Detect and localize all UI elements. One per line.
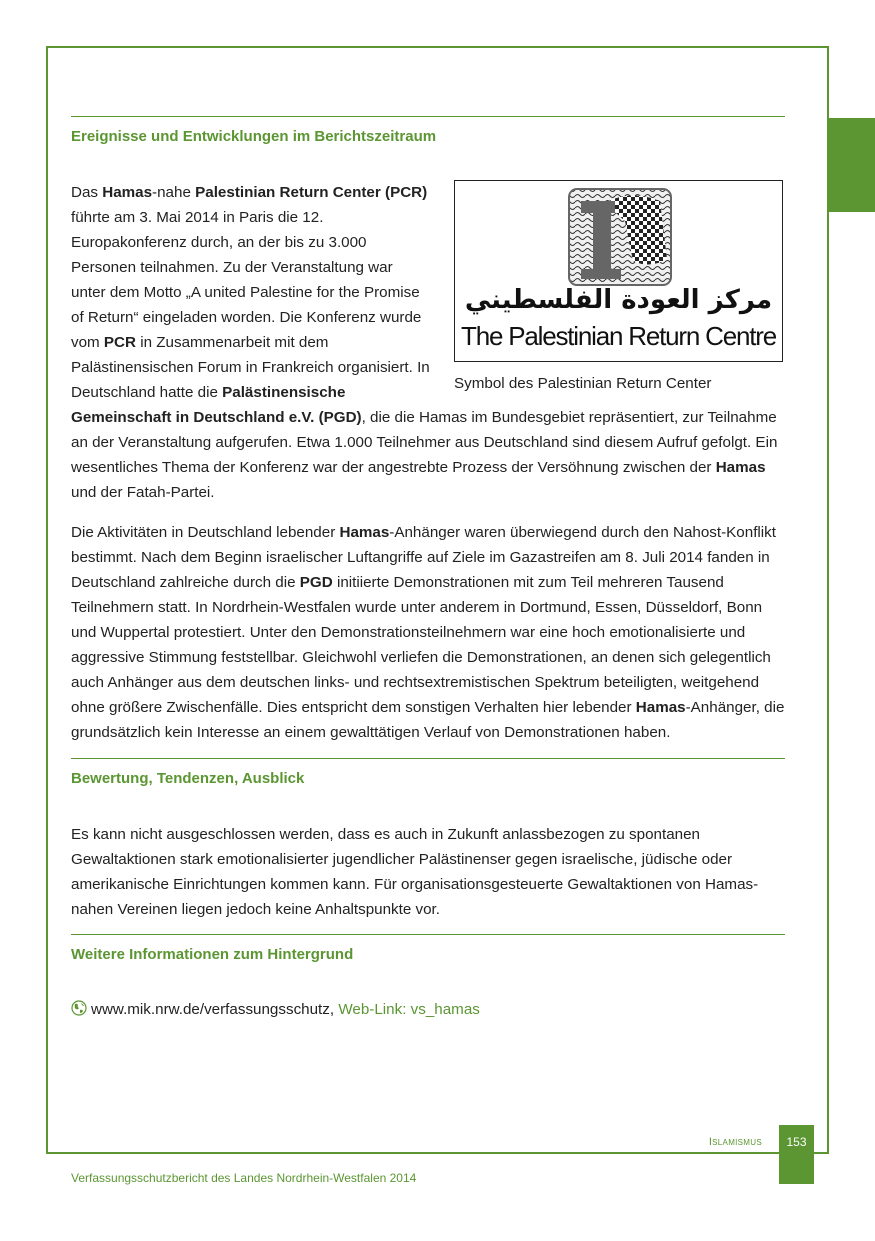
prc-logo [454,180,783,362]
link-separator: , [329,1001,339,1018]
chapter-side-tab [829,118,875,212]
figure-caption: Symbol des Palestinian Return Center [454,375,712,392]
section-events-body [71,180,785,505]
globe-icon [71,1000,87,1016]
footer-report-title: Verfassungsschutzbericht des Landes Nordrhein-Westfalen 2014 [71,1171,417,1185]
logo-figure [454,180,785,394]
web-link-vs-hamas[interactable]: Web-Link: vs_hamas [338,1001,480,1018]
logo-english-text: The Palestinian Return Centre [461,321,776,351]
section-rule [71,116,785,117]
further-info-links [71,998,785,1022]
section-title-assessment: Bewertung, Tendenzen, Ausblick [71,770,305,787]
section-title-further-info: Weitere Informationen zum Hintergrund [71,946,354,963]
footer-chapter-label: Islamismus [708,1136,762,1148]
website-link[interactable]: www.mik.nrw.de/verfassungsschutz [91,1001,330,1018]
prc-emblem-icon [455,181,784,301]
logo-arabic-text: مركز العودة الفلسطيني [464,285,773,315]
page-number: 153 [779,1125,814,1184]
section-rule [71,758,785,759]
main-content [71,116,785,1022]
paragraph-demonstrations: Die Aktivitäten in Deutschland lebender Hamas-Anhänger waren überwiegend durch den Nahost-Konflikt bestimmt. Nach dem Beginn israelischer Luftangriffe auf Ziele im Gazastreifen am 8. Juli 2014 fanden in Deutschland zahlreiche durch die PGD initiierte Demonstrationen mit zum Teil mehreren Tausend Teilnehmern statt. In Nordrhein-Westfalen wurde unter anderem in Dortmund, Essen, Düsseldorf, Bonn und Wuppertal protestiert. Unter den Demonstrationsteilnehmern war eine hoch emotionalisierte und aggressive Stimmung feststellbar. Gleichwohl verliefen die Demonstrationen, an denen sich gelegentlich auch Anhänger aus dem deutschen links- und rechtsextremistischen Spektrum beteiligten, weitgehend ohne größere Zwischenfälle. Dies entspricht dem sonstigen Verhalten hier lebender Hamas-Anhänger, die grundsätzlich kein Interesse an einem gewalttätigen Verlauf von Demonstrationen haben. [71,524,785,741]
section-rule [71,934,785,935]
paragraph-pcr-conference: Das Hamas-nahe Palestinian Return Center (PCR) führte am 3. Mai 2014 in Paris die 12. Europakonferenz durch, an der bis zu 3.000 Personen teilnahmen. Zu der Veranstaltung war unter dem Motto „A united Palestine for the Promise of Return“ eingeladen worden. Die Konferenz wurde vom PCR in Zusammenarbeit mit dem Palästinensischen Forum in Frankreich organisiert. In Deutschland hatte die Palästinensische Gemeinschaft in Deutschland e.V. (PGD), die die Hamas im Bundesgebiet repräsentiert, zur Teilnahme an der Veranstaltung aufgerufen. Etwa 1.000 Teilnehmer aus Deutschland sind diesem Aufruf gefolgt. Ein wesentliches Thema der Konferenz war der angestrebte Prozess der Versöhnung zwischen der Hamas und der Fatah-Partei. [71,184,778,501]
paragraph-assessment: Es kann nicht ausgeschlossen werden, dass es auch in Zukunft anlassbezogen zu spontanen Gewaltaktionen stark emotionalisierter jugendlicher Palästinenser gegen israelische, jüdische oder amerikanische Einrichtungen kommen kann. Für organisationsgesteuerte Gewaltaktionen von Hamas-nahen Vereinen liegen jedoch keine Anhaltspunkte vor. [71,826,759,918]
section-title-events: Ereignisse und Entwicklungen im Berichtszeitraum [71,128,437,145]
